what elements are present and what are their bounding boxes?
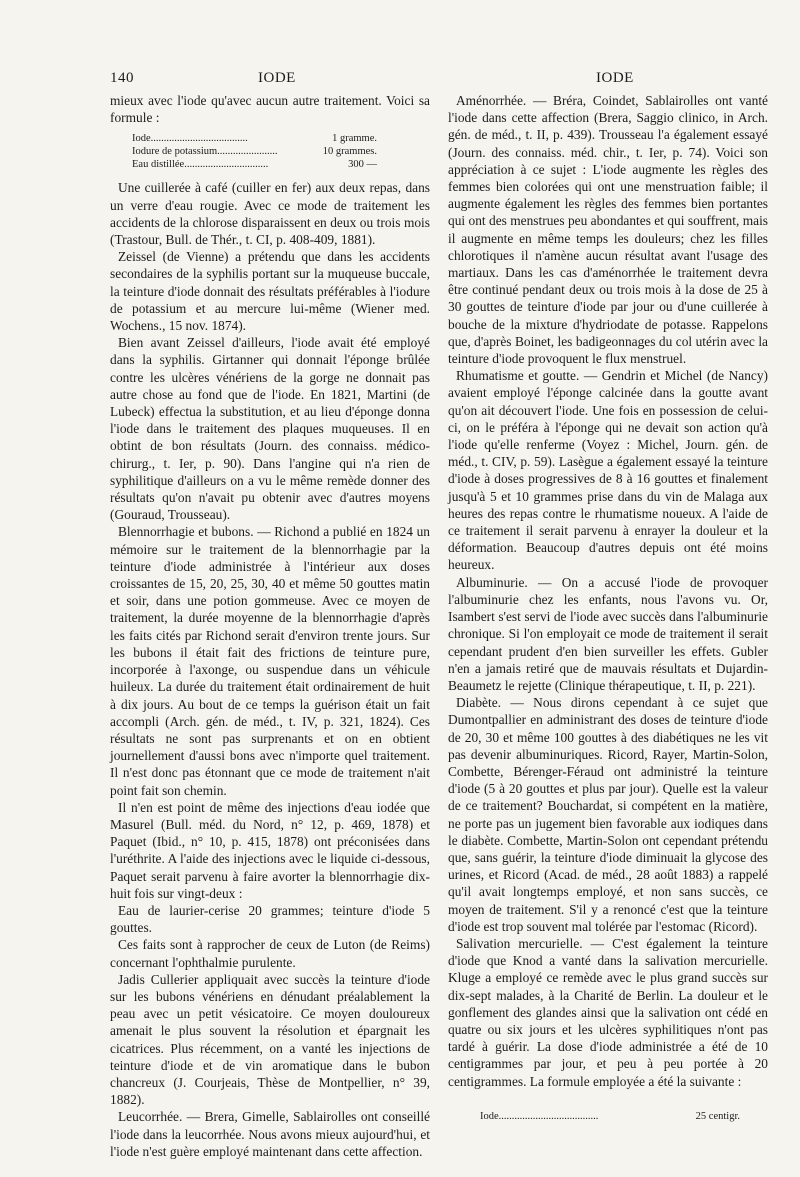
page-number: 140 [110,70,134,86]
running-title-right: IODE [596,70,634,86]
paragraph: Ces faits sont à rapprocher de ceux de Luton (de Reims) concernant l'ophthalmie purulente. [110,937,430,970]
formula-row [132,145,377,158]
paragraph: Jadis Cullerier appliquait avec succès la teinture d'iode sur les bubons vénériens en dénudant préalablement la peau avec un petit vésicatoire. Ce moyen douloureux amenait le plus souvent la résolution et épargnait les cicatrices. Plus récemment, on a vanté les injections de teinture d'iode et de vin aromatique dans le bubon chancreux (J. Courjeais, Thèse de Montpellier, n° 39, 1882). [110,971,430,1108]
formula-ingredient: Iodure de potassium....................... [132,146,278,158]
paragraph: Il n'en est point de même des injections d'eau iodée que Masurel (Bull. méd. du Nord, n° 12, p. 469, 1878) et Paquet (Ibid., n° 10, p. 415, 1878) ont préconisées dans l'uréthrite. A l'aide des injections avec le liquide ci-dessous, Paquet serait parvenu à faire avorter la blennorrhagie dix-huit fois sur vingt-deux : [110,799,430,901]
formula-quantity: 25 centigr. [695,1110,740,1122]
formula-quantity: 300 — [348,159,377,171]
formula-row [480,1108,740,1125]
formula-ingredient: Iode...................................... [480,1110,599,1122]
formula-table [480,1108,768,1125]
paragraph-amenorrhee: Aménorrhée. — Bréra, Coindet, Sablairolles ont vanté l'iode dans cette affection (Brera, Saggio clinico, in Arch. gén. de méd., t. II, p. 439). Trousseau l'a également essayé (Journ. des connaiss. méd. chir., t. Ier, p. 74). Voici son appréciation à ce sujet : L'iode augmente les règles des femmes bien colorées qui ont une menstruation faible; il augmente également les règles des femmes bien portantes qui ont des menstrues peu abondantes et qui souffrent, mais il augmente en même temps les douleurs; chez les filles chlorotiques il n'amène aucun résultat avant l'usage des martiaux. Dans les cas d'aménorrhée le traitement devra être continué pendant deux ou trois mois à la dose de 25 à 30 gouttes de teinture d'iode par jour ou d'une cuillerée à bouche de la mixture d'hydriodate de potasse. Rappelons que, d'après Boinet, les badigeonnages du col utérin avec la teinture d'iode provoquent le flux menstruel. [448,93,768,367]
formula-ingredient: Eau distillée................................ [132,159,269,171]
paragraph-diabete: Diabète. — Nous dirons cependant à ce sujet que Dumontpallier en administrant des doses de teinture d'iode de 20, 30 et même 100 gouttes à des diabétiques ne les vit pas devenir albuminuriques. Ricord, Rayer, Martin-Solon, Combette, Bérenger-Féraud ont administré la teinture d'iode (5 à 20 gouttes et plus par jour). Quelle est la valeur de ce traitement? Bouchardat, si compétent en la matière, ne porte pas un jugement bien favorable aux iodiques dans le diabète. Combette, Martin-Solon ont cependant prétendu que, sans guérir, la teinture d'iode diminuait la glycose des urines, et Ricord (Acad. de méd., 28 août 1883) a rappelé qu'il avait longtemps employé, et non sans succès, ce moyen de traitement. S'il y a renoncé c'est que la teinture d'iode est trop souvent mal tolérée par l'estomac (Ricord). [448,695,768,934]
paragraph: Une cuillerée à café (cuiller en fer) aux deux repas, dans un verre d'eau rougie. Avec ce mode de traitement les accidents de la chlorose disparaissent en deux ou trois mois (Trastour, Bull. de Thér., t. CI, p. 408-409, 1881). [110,180,430,248]
running-title-left: IODE [258,70,296,86]
paragraph-blennorrhagie: Blennorrhagie et bubons. — Richond a publié en 1824 un mémoire sur le traitement de la blennorrhagie par la teinture d'iode administrée à l'intérieur aux doses croissantes de 15, 20, 25, 30, 40 et même 50 gouttes matin et soir, dans une potion gommeuse. Avec ce moyen de traitement, la durée moyenne de la blennorrhagie d'après les faits cités par Richond serait d'environ trente jours. Sur les bubons il était fait des frictions de teinture pure, incorporée à l'axonge, ou suspendue dans un véhicule huileux. La durée du traitement était ordinairement de huit à dix jours. Au bout de ce temps la guérison était un fait accompli (Arch. gén. de méd., t. IV, p. 321, 1824). Ces résultats ne sont pas surprenants et on en obtient journellement d'aussi bons avec n'importe quel traitement. Il n'est donc pas étonnant que ce mode de traitement n'ait point fait son chemin. [110,524,430,798]
formula-ingredient: Iode..................................... [132,133,248,145]
formula-row [132,158,377,171]
formula-quantity: 10 grammes. [322,146,377,158]
right-column [448,92,768,1125]
paragraph-leucorrhee: Leucorrhée. — Brera, Gimelle, Sablairolles ont conseillé l'iode dans la leucorrhée. Nous avons mieux aujourd'hui, et l'iode n'est guère employé maintenant dans cette affection. [110,1109,430,1159]
paragraph-albuminurie: Albuminurie. — On a accusé l'iode de provoquer l'albuminurie chez les enfants, nous l'avons vu. Or, Isambert s'est servi de l'iode avec succès dans l'albuminurie chronique. Si l'on employait ce mode de traitement il serait cependant prudent d'en bien surveiller les effets. Gubler n'en a jamais retiré que de mauvais résultats et Dujardin-Beaumetz le rejette (Clinique thérapeutique, t. II, p. 221). [448,574,768,693]
formula-quantity: 1 gramme. [332,133,377,145]
paragraph: Zeissel (de Vienne) a prétendu que dans les accidents secondaires de la syphilis portant sur la muqueuse buccale, la teinture d'iode donnait des résultats préférables à l'iodure de potassium et au mercure lui-même (Wiener med. Wochens., 15 nov. 1874). [110,249,430,334]
formula-table [132,132,430,171]
paragraph-salivation: Salivation mercurielle. — C'est également la teinture d'iode que Knod a vanté dans la salivation mercurielle. Kluge a employé ce remède avec le plus grand succès sur dix-sept malades, à la Charité de Berlin. La douleur et le gonflement des glandes ainsi que la salivation ont cédé en quatre ou six jours et les ulcères syphilitiques n'ont pas tardé à guérir. La dose d'iode administrée a été de 10 centigrammes par jour, et peu à peu portée à 20 centigrammes. La formule employée a été la suivante : [448,935,768,1089]
left-column [110,92,430,1160]
paragraph: Eau de laurier-cerise 20 grammes; teinture d'iode 5 gouttes. [110,902,430,936]
paragraph-rhumatisme: Rhumatisme et goutte. — Gendrin et Michel (de Nancy) avaient employé l'éponge calcinée dans la goutte avant qu'on ait découvert l'iode. Une fois en possession de celui-ci, on le préféra à l'éponge qui ne devait son action qu'à l'iode qu'elle renferme (Voyez : Michel, Journ. gén. de méd., t. CIV, p. 59). Lasègue a également essayé la teinture d'iode à doses progressives de 8 à 16 gouttes et finalement jusqu'à 5 et 10 grammes prise dans du vin de Malaga aux heures des repas contre le rhumatisme noueux. A l'aide de ce traitement il serait parvenu à enrayer la douleur et la déformation. Beaucoup d'autres depuis ont été moins heureux. [448,368,768,573]
paragraph: mieux avec l'iode qu'avec aucun autre traitement. Voici sa formule : [110,93,430,126]
paragraph: Bien avant Zeissel d'ailleurs, l'iode avait été employé dans la syphilis. Girtanner qui donnait l'éponge brûlée contre les ulcères vénériens de la gorge ne donnait pas autre chose au fond que de l'iode. En 1821, Martini (de Lubeck) effectua la substitution, et au lieu d'éponge donna l'iode dans le traitement des plaques muqueuses. Il en obtint de bon résultats (Journ. des connaiss. médico-chirurg., t. Ier, p. 90). Dans l'angine qui n'a rien de syphilitique d'ailleurs on a vu le même remède donner des résultats qu'on n'avait pu obtenir avec d'autres moyens (Gouraud, Trousseau). [110,335,430,523]
formula-row [132,132,377,145]
